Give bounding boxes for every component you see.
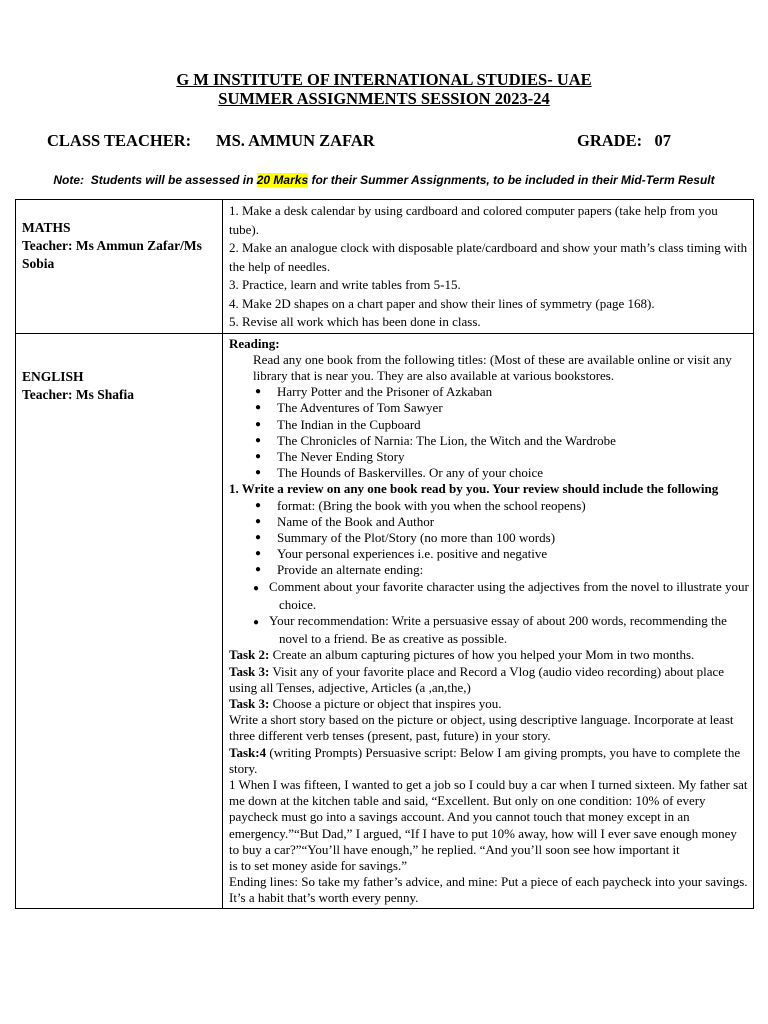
note-highlight: 20 Marks bbox=[256, 173, 309, 187]
book-item: ● The Adventures of Tom Sawyer bbox=[277, 400, 749, 416]
class-teacher-label: CLASS TEACHER: bbox=[47, 131, 192, 150]
book-item: ● The Never Ending Story bbox=[277, 449, 749, 465]
session-title: SUMMER ASSIGNMENTS SESSION 2023-24 bbox=[218, 89, 550, 108]
note-suffix: for their Summer Assignments, to be included in their Mid-Term Result bbox=[308, 173, 715, 187]
task4-label: Task:4 bbox=[229, 744, 267, 760]
assignments-table bbox=[15, 199, 754, 909]
class-teacher-name: MS. AMMUN ZAFAR bbox=[216, 131, 375, 150]
review-point: ● Your personal experiences i.e. positive and negative bbox=[277, 546, 749, 562]
review-point: ● Name of the Book and Author bbox=[277, 514, 749, 530]
task3a-label: Task 3: bbox=[229, 663, 270, 679]
review-points bbox=[229, 498, 749, 579]
english-subject-cell bbox=[16, 333, 223, 908]
english-teacher: Teacher: Ms Shafia bbox=[22, 386, 134, 402]
maths-tasks-cell bbox=[223, 200, 754, 334]
task4 bbox=[229, 745, 749, 777]
english-tasks-cell bbox=[223, 333, 754, 908]
book-list bbox=[229, 384, 749, 481]
maths-task-1: 1. Make a desk calendar by using cardboard and colored computer papers (take help from you tube). bbox=[229, 203, 718, 237]
review-point: ● Provide an alternate ending: bbox=[277, 562, 749, 578]
task2-text: Create an album capturing pictures of how you helped your Mom in two months. bbox=[269, 647, 695, 663]
review-point bbox=[253, 579, 749, 613]
reading-intro: Read any one book from the following titles: (Most of these are available online or visit any library that is near you. They are also available at various bookstores. bbox=[253, 351, 732, 383]
book-item: ● The Hounds of Baskervilles. Or any of your choice bbox=[277, 465, 749, 481]
maths-subject: MATHS bbox=[22, 220, 71, 235]
review-point bbox=[253, 613, 749, 647]
maths-row bbox=[16, 200, 754, 334]
ending-lines: Ending lines: So take my father’s advice, and mine: Put a piece of each paycheck into your savings. It’s a habit that’s worth every penny. bbox=[229, 874, 748, 906]
english-subject: ENGLISH bbox=[22, 368, 84, 384]
maths-task-3: 3. Practice, learn and write tables from 5-15. bbox=[229, 277, 461, 292]
grade-value: GRADE: 07 bbox=[577, 131, 671, 150]
review-point-6: Comment about your favorite character using the adjectives from the novel to illustrate your choice. bbox=[269, 578, 749, 612]
task2-label: Task 2: bbox=[229, 647, 270, 663]
school-title: G M INSTITUTE OF INTERNATIONAL STUDIES- UAE bbox=[176, 70, 592, 89]
reading-heading: Reading: bbox=[229, 335, 280, 351]
task3a-text: Visit any of your favorite place and Record a Vlog (audio video recording) about place using all Tenses, adjective, Articles (a ,an,the,) bbox=[229, 663, 725, 695]
note-prefix: Note: Students will be assessed in bbox=[53, 173, 257, 187]
class-teacher bbox=[47, 131, 375, 151]
review-point: ● Summary of the Plot/Story (no more than 100 words) bbox=[277, 530, 749, 546]
task1-heading: 1. Write a review on any one book read by you. Your review should include the following bbox=[229, 481, 719, 497]
review-points-extended bbox=[229, 579, 749, 648]
task3b-text: Choose a picture or object that inspires you. bbox=[269, 695, 502, 711]
maths-task-2: 2. Make an analogue clock with disposable plate/cardboard and show your math’s class timing with the help of needles. bbox=[229, 240, 748, 274]
assessment-note bbox=[0, 173, 768, 187]
book-item: ● The Chronicles of Narnia: The Lion, the Witch and the Wardrobe bbox=[277, 433, 749, 449]
story-prompt: 1 When I was fifteen, I wanted to get a job so I could buy a car when I turned sixteen. My father sat me down at the kitchen table and said, “Excellent. But only on one condition: 10% of every paycheck must go into a savings account. And you cannot touch that money except in an emergency.”“But Dad,” I argued, “If I have to put 10% away, how will I ever save enough money to buy a car?”“You’ll have enough,” he replied. “And you’ll soon see how important it bbox=[229, 776, 748, 857]
task2 bbox=[229, 647, 749, 663]
task3b-label: Task 3: bbox=[229, 695, 270, 711]
english-row bbox=[16, 333, 754, 908]
maths-task-4: 4. Make 2D shapes on a chart paper and show their lines of symmetry (page 168). bbox=[229, 295, 655, 311]
review-point-7: Your recommendation: Write a persuasive essay of about 200 words, recommending the novel to a friend. Be as creative as possible. bbox=[269, 612, 727, 647]
task4-text: (writing Prompts) Persuasive script: Below I am giving prompts, you have to complete the story. bbox=[229, 744, 741, 776]
review-point: ● format: (Bring the book with you when the school reopens) bbox=[277, 498, 749, 514]
task3-story bbox=[229, 696, 749, 712]
grade-label bbox=[577, 131, 671, 151]
maths-task-5: 5. Revise all work which has been done in class. bbox=[229, 314, 481, 329]
maths-teacher: Teacher: Ms Ammun Zafar/Ms Sobia bbox=[22, 238, 202, 271]
task3-vlog bbox=[229, 664, 749, 696]
story-prompt-end: is to set money aside for savings.” bbox=[229, 858, 407, 873]
book-item: ● Harry Potter and the Prisoner of Azkaban bbox=[277, 384, 749, 400]
book-item: ● The Indian in the Cupboard bbox=[277, 417, 749, 433]
task3-detail: Write a short story based on the picture or object, using descriptive language. Incorporate at least three different verb tenses (present, past, future) in your story. bbox=[229, 712, 734, 744]
maths-subject-cell bbox=[16, 200, 223, 334]
